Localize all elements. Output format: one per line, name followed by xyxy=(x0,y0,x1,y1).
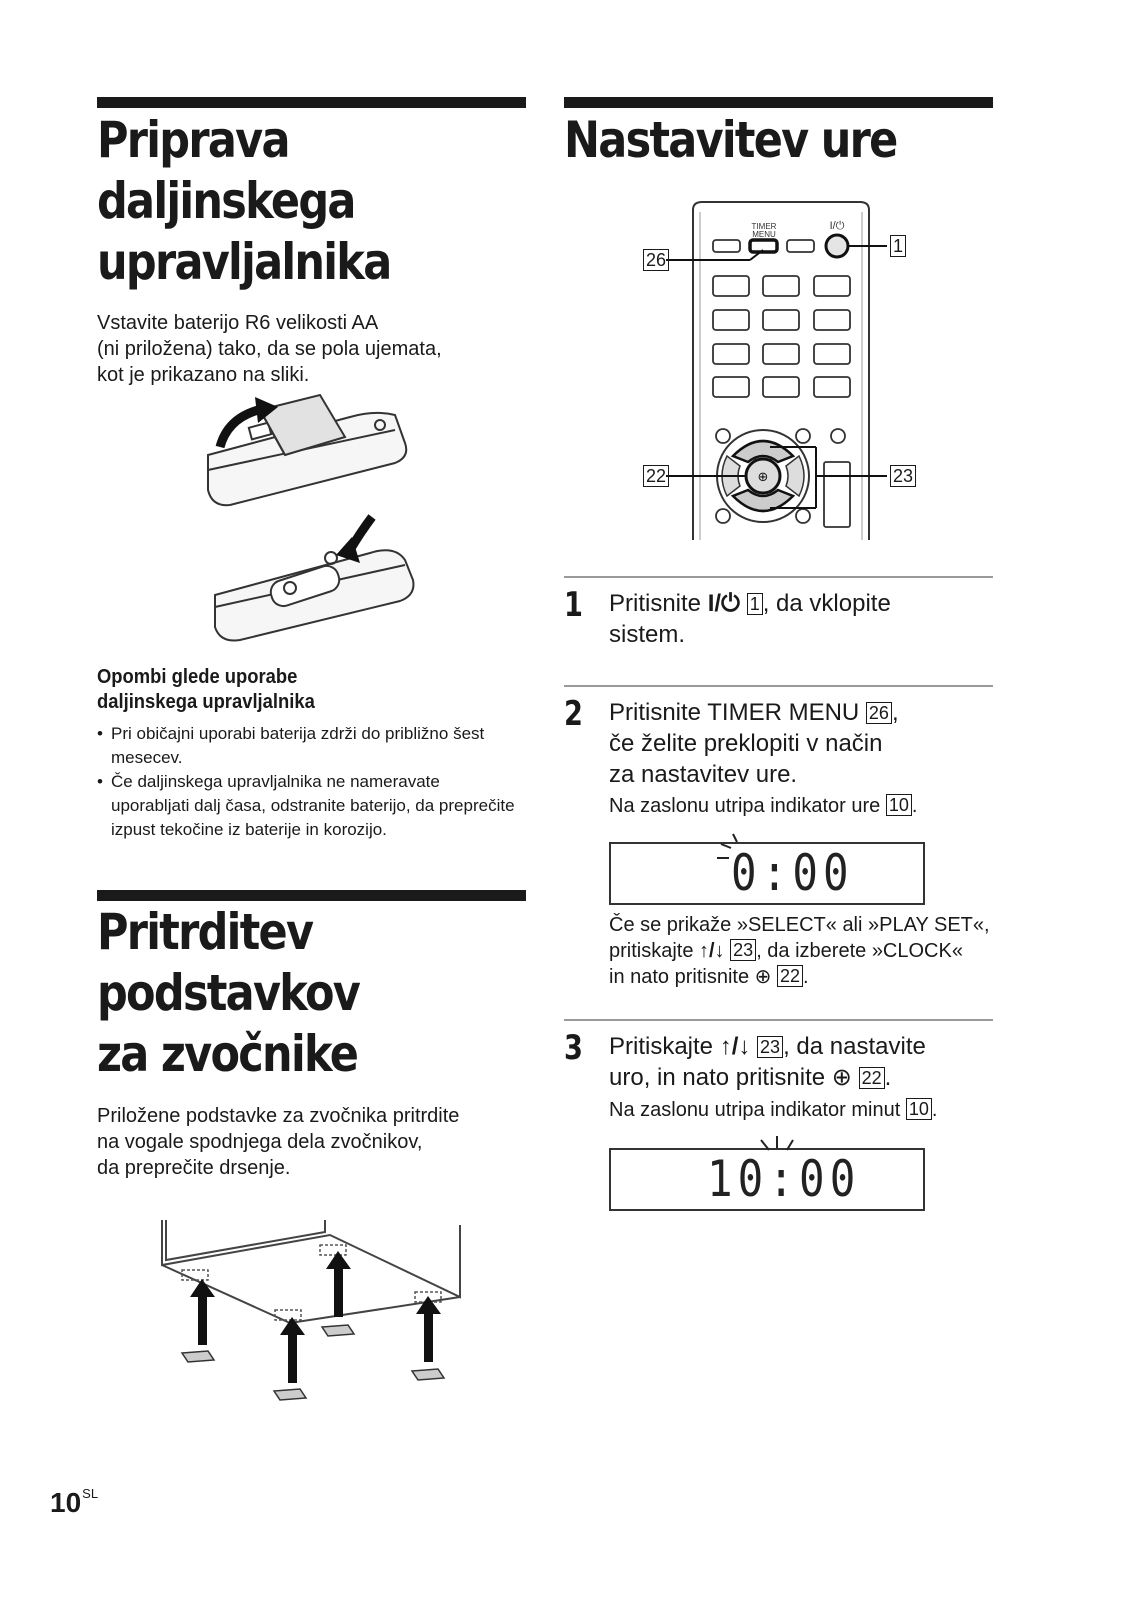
remote-usage-notes xyxy=(97,722,517,842)
section-rule-remote xyxy=(97,97,526,108)
display-minute-blinking xyxy=(609,1148,925,1211)
callout-1: 1 xyxy=(890,235,906,257)
power-button[interactable] xyxy=(826,235,848,257)
step-1-number: 1 xyxy=(564,585,583,625)
ref-box: 23 xyxy=(757,1036,783,1058)
enter-symbol: ⊕ xyxy=(757,470,769,485)
up-down-arrows-icon: ↑/↓ xyxy=(719,1033,751,1060)
heading-prepare-remote: Priprava daljinskega upravljalnika xyxy=(97,111,391,291)
step-1-text: Pritisnite I/⏻ 1 , da vklopite sistem. xyxy=(609,590,891,648)
note-item: • Pri običajni uporabi baterija zdrži do približno šest mesecev. xyxy=(97,722,517,770)
heading-clock-setting: Nastavitev ure xyxy=(564,111,897,169)
step-divider xyxy=(564,1019,993,1021)
up-down-arrows-icon: ↑/↓ xyxy=(699,940,725,962)
speaker-pads-illustration xyxy=(160,1215,465,1410)
timer-label-top: TIMER xyxy=(751,222,777,231)
step-2-note: Če se prikaže »SELECT« ali »PLAY SET«, pritiskajte ↑/↓ 23 , da izberete »CLOCK« in nato pritisnite ⊕ 22 . xyxy=(609,914,990,988)
step-divider xyxy=(564,576,993,578)
display-digits: 0:00 xyxy=(731,844,854,902)
callout-23: 23 xyxy=(890,465,916,487)
ref-box: 23 xyxy=(730,939,756,961)
power-label: I/⏻ xyxy=(829,220,845,232)
ref-box: 22 xyxy=(777,965,803,987)
power-symbol: I/⏻ xyxy=(707,590,741,617)
section-rule-speaker-pads xyxy=(97,890,526,901)
callout-22: 22 xyxy=(643,465,669,487)
note-item: • Če daljinskega upravljalnika ne nameravate uporabljati dalj časa, odstranite baterijo, da preprečite izpust tekočine iz baterije in korozijo. xyxy=(97,770,517,842)
step-2-number: 2 xyxy=(564,694,583,734)
enter-icon: ⊕ xyxy=(831,1064,852,1091)
display-hour-blinking xyxy=(609,842,925,905)
battery-instructions: Vstavite baterijo R6 velikosti AA (ni priložena) tako, da se pola ujemata, kot je prikazano na sliki. xyxy=(97,312,442,386)
notes-heading: Opombi glede uporabe daljinskega upravljalnika xyxy=(97,666,315,713)
page-number: $10^{SL}$ xyxy=(50,1486,99,1518)
speaker-pads-instructions: Priložene podstavke za zvočnika pritrdite na vogale spodnjega dela zvočnikov, da preprečite drsenje. xyxy=(97,1105,460,1179)
ref-box: 1 xyxy=(747,593,763,615)
display-digits: 10:00 xyxy=(707,1150,861,1208)
timer-label-bottom: MENU xyxy=(752,230,776,239)
ref-box: 26 xyxy=(866,702,892,724)
battery-insertion-illustration xyxy=(200,395,430,650)
ref-box: 10 xyxy=(906,1098,932,1120)
step-3-number: 3 xyxy=(564,1028,583,1068)
step-2-subtext: Na zaslonu utripa indikator ure 10 . xyxy=(609,795,918,817)
ref-box: 22 xyxy=(859,1067,885,1089)
callout-26: 26 xyxy=(643,249,669,271)
step-3-text: Pritiskajte ↑/↓ 23 , da nastavite uro, in nato pritisnite ⊕ 22 . xyxy=(609,1033,926,1091)
step-2-text: Pritisnite TIMER MENU 26 , če želite preklopiti v način za nastavitev ure. xyxy=(609,699,899,788)
timer-menu-button[interactable] xyxy=(750,240,777,252)
section-rule-clock xyxy=(564,97,993,108)
step-divider xyxy=(564,685,993,687)
enter-icon: ⊕ xyxy=(754,966,772,988)
heading-speaker-pads: Pritrditev podstavkov za zvočnike xyxy=(97,903,360,1083)
ref-box: 10 xyxy=(886,794,912,816)
remote-control-illustration xyxy=(640,200,920,545)
step-3-subtext: Na zaslonu utripa indikator minut 10 . xyxy=(609,1099,938,1121)
